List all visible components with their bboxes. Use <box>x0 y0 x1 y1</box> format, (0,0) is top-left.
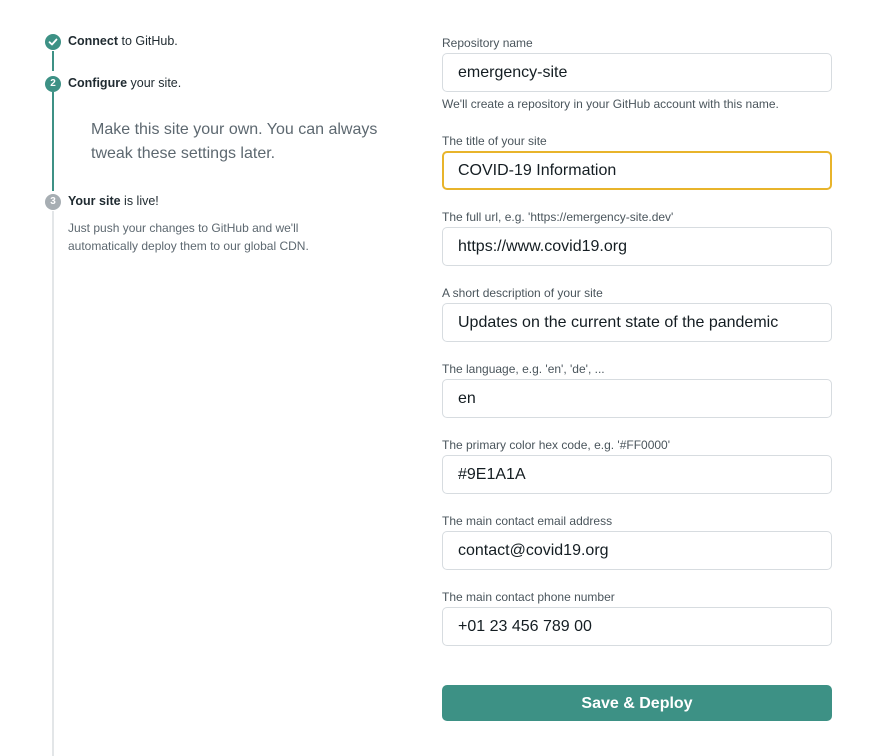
step-connector <box>52 211 54 756</box>
contact-email-input[interactable]: contact@covid19.org <box>442 531 832 570</box>
check-icon <box>45 34 61 50</box>
contact-phone-input[interactable]: +01 23 456 789 00 <box>442 607 832 646</box>
contact-phone-group <box>442 589 832 646</box>
step-title-strong: Configure <box>68 76 128 90</box>
site-url-group <box>442 209 832 266</box>
site-url-input[interactable]: https://www.covid19.org <box>442 227 832 266</box>
step-connector <box>52 92 54 191</box>
step-connect-title <box>68 34 178 48</box>
step-title-rest: to GitHub. <box>118 34 178 48</box>
language-label: The language, e.g. 'en', 'de', ... <box>442 362 605 376</box>
step-title-rest: your site. <box>127 76 182 90</box>
primary-color-group <box>442 437 832 494</box>
site-title-input[interactable]: COVID-19 Information <box>442 151 832 190</box>
step-title-strong: Your site <box>68 194 121 208</box>
site-title-label: The title of your site <box>442 134 547 148</box>
contact-email-group <box>442 513 832 570</box>
primary-color-label: The primary color hex code, e.g. '#FF0000' <box>442 438 671 452</box>
contact-phone-label: The main contact phone number <box>442 590 615 604</box>
contact-email-label: The main contact email address <box>442 514 613 528</box>
steps-sidebar <box>0 0 420 756</box>
site-description-label: A short description of your site <box>442 286 603 300</box>
site-url-label: The full url, e.g. 'https://emergency-site.dev' <box>442 210 674 224</box>
step-configure-title <box>68 76 181 90</box>
primary-color-input[interactable]: #9E1A1A <box>442 455 832 494</box>
repository-name-input[interactable]: emergency-site <box>442 53 832 92</box>
step-live-description: Just push your changes to GitHub and we'll automatically deploy them to our global CDN. <box>68 221 309 253</box>
step-configure-description: Make this site your own. You can always tweak these settings later. <box>91 121 378 162</box>
site-title-group <box>442 133 832 190</box>
language-group <box>442 361 832 418</box>
language-input[interactable]: en <box>442 379 832 418</box>
step-number-badge: 2 <box>45 76 61 92</box>
step-live-title <box>68 194 159 208</box>
site-description-input[interactable]: Updates on the current state of the pandemic <box>442 303 832 342</box>
step-title-rest: is live! <box>120 194 159 208</box>
step-connector <box>52 51 54 71</box>
site-description-group <box>442 285 832 342</box>
save-deploy-button[interactable]: Save & Deploy <box>442 685 832 721</box>
repository-name-hint: We'll create a repository in your GitHub account with this name. <box>442 97 779 111</box>
step-number-badge: 3 <box>45 194 61 210</box>
step-title-strong: Connect <box>68 34 118 48</box>
repository-name-group <box>442 35 832 111</box>
repository-name-label: Repository name <box>442 36 533 50</box>
